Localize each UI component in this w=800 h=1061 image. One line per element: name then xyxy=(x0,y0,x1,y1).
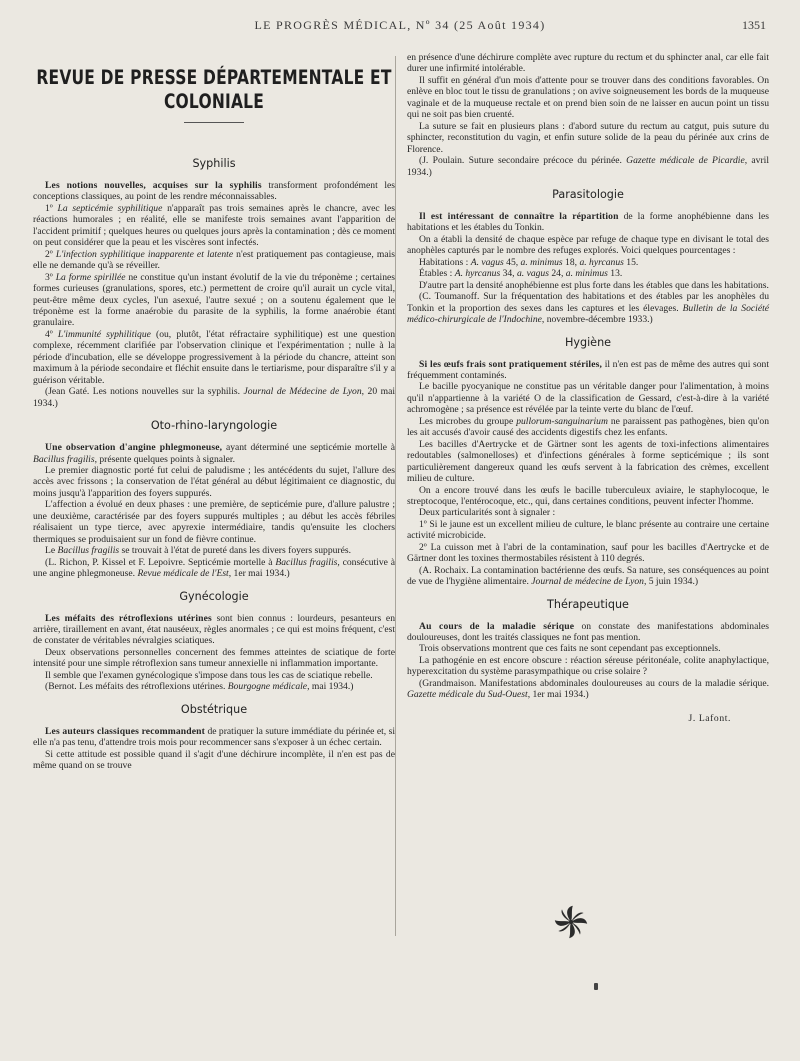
paragraph: Les méfaits des rétroflexions utérines sont bien connus : lourdeurs, pesanteurs en arrière, tiraillement en avant, état nauséeux, règles anormales ; ce qui est moins fréquent, c'est de constater de véritables névralgies sciatiques. xyxy=(33,612,395,647)
paragraph: Il suffit en général d'un mois d'attente pour se trouver dans des conditions favorables. On enlève en bloc tout le tissu de granulations ; on avive soigneusement les bords de la muqueuse vaginale et de la muqueuse rectale et on prend bien soin de ne laisser en aucun point un tissu qui ne soit pas bien cruenté. xyxy=(407,74,769,121)
paragraph: La pathogénie en est encore obscure : réaction séreuse péritonéale, colite anaphylactique, hyperexcitation du système parasympathique ou crise solaire ? xyxy=(407,654,769,678)
paragraph: 2º La cuisson met à l'abri de la contamination, sauf pour les bacilles d'Aertrycke et de Gärtner dont les toxines thermostabiles résistent à 110 degrés. xyxy=(407,541,769,565)
section-heading-hygiene: Hygiène xyxy=(564,335,612,349)
paragraph: 2º L'infection syphilitique inapparente et latente n'est pratiquement pas contagieuse, mais elle ne demande qu'à se réveiller. xyxy=(33,248,395,272)
reference: (J. Poulain. Suture secondaire précoce du périnée. Gazette médicale de Picardie, avril 1934.) xyxy=(407,155,769,178)
paragraph: On a encore trouvé dans les œufs le bacille tuberculeux aviaire, le staphylocoque, le streptocoque, l'entérocoque, etc., qui, dans certaines conditions, peuvent infecter l'homme. xyxy=(407,484,769,507)
reference: (Jean Gaté. Les notions nouvelles sur la syphilis. Journal de Médecine de Lyon, 20 mai 1934.) xyxy=(33,386,395,409)
right-column xyxy=(407,52,769,724)
paragraph: 4º L'immunité syphilitique (ou, plutôt, l'état réfractaire syphilitique) est une question complexe, récemment clarifiée par l'observation clinique et l'expérimentation ; nulle à la période d'incubation, elle se développe progressivement à la période du chancre, atteint son maximum à la période secondaire et fléchit ensuite dans le tertiarisme, pour disparaître s'il y a guérison véritable. xyxy=(33,328,395,386)
paragraph: Si les œufs frais sont pratiquement stériles, il n'en est pas de même des autres qui sont fréquemment contaminés. xyxy=(407,358,769,381)
section-heading-gynecologie: Gynécologie xyxy=(179,589,249,603)
paragraph: Le Bacillus fragilis se trouvait à l'état de pureté dans les divers foyers suppurés. xyxy=(45,545,352,557)
section-heading-syphilis: Syphilis xyxy=(192,157,236,170)
section-heading-orl: Oto-rhino-laryngologie xyxy=(150,419,278,433)
paragraph: Les bacilles d'Aertrycke et de Gärtner sont les agents de toxi-infections alimentaires redoutables (salmonelloses) et d'infections générales à forme septicémique ; ils sont particulièrement dangereux quand les œufs servent à la fabrication des crèmes, excellent milieu de culture. xyxy=(407,438,769,485)
paragraph: 1º La septicémie syphilitique n'apparaît pas trois semaines après le chancre, avec les réactions humorales ; en réalité, elle se manifeste trois semaines avant l'apparition de l'accident primitif ; quelques heures ou quelques jours après la contamination ; dès ce moment on peut considérer que la peau et les viscères sont infectés. xyxy=(33,202,396,249)
column-divider xyxy=(395,56,396,936)
reference: (Grandmaison. Manifestations abdominales douloureuses au cours de la maladie sérique. Gazette médicale du Sud-Ouest, 1er mai 1934.) xyxy=(407,677,769,701)
section-heading-parasitologie: Parasitologie xyxy=(552,187,624,201)
paragraph: 3º La forme spirillée ne constitue qu'un instant évolutif de la vie du tréponème ; certaines formes curieuses (granulations, spores, etc.) permettent de croire qu'il aurait un cycle vital, peut-être même deux cycles, l'un asexué, l'autre sexué ; on a soutenu également que le tréponème est la forme anaérobie du parasite de la syphilis, la forme anaérobie étant granulaire. xyxy=(33,271,395,329)
paragraph: Au cours de la maladie sérique on constate des manifestations abdominales douloureuses, dont les traités classiques ne font pas mention. xyxy=(407,620,769,644)
reference: (L. Richon, P. Kissel et F. Lepoivre. Septicémie mortelle à Bacillus fragilis, consécutive à une angine phlegmoneuse. Revue médicale de l'Est, 1er mai 1934.) xyxy=(33,556,395,580)
paragraph: en présence d'une déchirure complète avec rupture du rectum et du sphincter anal, car elle fait durer une infirmité intolérable. xyxy=(407,52,769,75)
page-number: 1351 xyxy=(742,18,766,32)
paragraph: Trois observations montrent que ces faits ne sont cependant pas exceptionnels. xyxy=(419,643,721,655)
paragraph: Les notions nouvelles, acquises sur la syphilis transforment profondément les conceptions classiques, au point de les rendre méconnaissables. xyxy=(33,180,395,203)
page-title: REVUE DE PRESSE DÉPARTEMENTALE ET COLONIALE xyxy=(36,66,392,114)
paragraph: La suture se fait en plusieurs plans : d'abord suture du rectum au catgut, puis suture du sphincter, reconstitution du vagin, et enfin suture solide de la peau du périnée aux crins de Florence. xyxy=(407,120,769,155)
reference: (Bernot. Les méfaits des rétroflexions utérines. Bourgogne médicale, mai 1934.) xyxy=(45,681,354,693)
section-heading-therapeutique: Thérapeutique xyxy=(547,597,629,611)
paragraph: Le bacille pyocyanique ne constitue pas un véritable danger pour l'alimentation, à moins qu'il n'appartienne à la variété O de la classification de Gessard, c'est-à-dire à la variété achromogène ; sa présence est révélée par la teinte verte du blanc de l'œuf. xyxy=(407,381,769,416)
running-head xyxy=(0,18,800,40)
title-rule xyxy=(184,122,244,123)
section-heading-obstetrique: Obstétrique xyxy=(180,702,248,716)
paragraph: Il est intéressant de connaître la répartition de la forme anophébienne dans les habitations et les étables du Tonkin. xyxy=(407,210,769,234)
paragraph: Deux particularités sont à signaler : xyxy=(419,507,556,519)
author-signature: J. Lafont. xyxy=(688,712,731,724)
paragraph: On a établi la densité de chaque espèce par refuge de chaque type en divisant le total des anophèles capturés par le nombre des refuges explorés. Voici quelques pourcentages : xyxy=(407,233,769,257)
print-mark xyxy=(594,983,598,990)
paragraph: Il semble que l'examen gynécologique s'impose dans tous les cas de sciatique rebelle. xyxy=(45,669,373,681)
reference: (A. Rochaix. La contamination bactérienne des œufs. Sa nature, ses conséquences au point de vue de l'hygiène alimentaire. Journal de médecine de Lyon, 5 juin 1934.) xyxy=(407,564,769,588)
paragraph: D'autre part la densité anophébienne est plus forte dans les étables que dans les habitations. xyxy=(419,279,769,291)
paragraph: Les microbes du groupe pullorum-sanguinarium ne paraissent pas pathogènes, bien qu'on les ait accusés d'avoir causé des accidents digestifs chez les enfants. xyxy=(407,415,769,439)
left-column xyxy=(33,52,395,771)
paragraph: Le premier diagnostic porté fut celui de paludisme ; les antécédents du sujet, l'allure des accès avec frissons ; la conservation de l'état général au début légitimaient ce diagnostic, du moins jusqu'à l'apparition des foyers suppurés. xyxy=(33,464,395,499)
paragraph: Deux observations personnelles concernent des femmes atteintes de sciatique de forte intensité pour une simple rétroflexion sans tumeur annexielle ni inflammation importante. xyxy=(33,646,395,670)
data-line-etables: Étables : A. hyrcanus 34, a. vagus 24, a. minimus 13. xyxy=(419,268,623,280)
paragraph: 1º Si le jaune est un excellent milieu de culture, le blanc présente au contraire une certaine activité microbicide. xyxy=(407,518,769,542)
journal-header: LE PROGRÈS MÉDICAL, Nº 34 (25 Août 1934) xyxy=(254,18,546,32)
paragraph: Une observation d'angine phlegmoneuse, ayant déterminé une septicémie mortelle à Bacillus fragilis, présente quelques points à signaler. xyxy=(33,442,396,465)
pinwheel-ornament-icon xyxy=(553,904,589,940)
paragraph: L'affection a évolué en deux phases : une première, de septicémie pure, d'allure palustre ; une deuxième, caractérisée par des foyers suppurés multiples ; au début les accès fébriles réalisaient un type tierce, avec apyrexie intermédiaire, tandis qu'ensuite les clochers thermiques se produisaient sur un fond de fièvre continue. xyxy=(33,499,395,545)
paragraph: Les auteurs classiques recommandent de pratiquer la suture immédiate du périnée et, si elle n'a pas tenu, d'attendre trois mois pour recommencer sans s'exposer à un échec certain. xyxy=(33,725,395,749)
data-line-habitations: Habitations : A. vagus 45, a. minimus 18, a. hyrcanus 15. xyxy=(419,256,639,268)
paragraph: Si cette attitude est possible quand il s'agit d'une déchirure incomplète, il n'en est pas de même quand on se trouve xyxy=(33,748,395,772)
reference: (C. Toumanoff. Sur la fréquentation des habitations et des étables par les anophèles du Tonkin et la proportion des sexes dans les captures et les élevages. Bulletin de la Société médico-chirurgicale de l'Indochine, novembre-décembre 1933.) xyxy=(407,291,769,326)
